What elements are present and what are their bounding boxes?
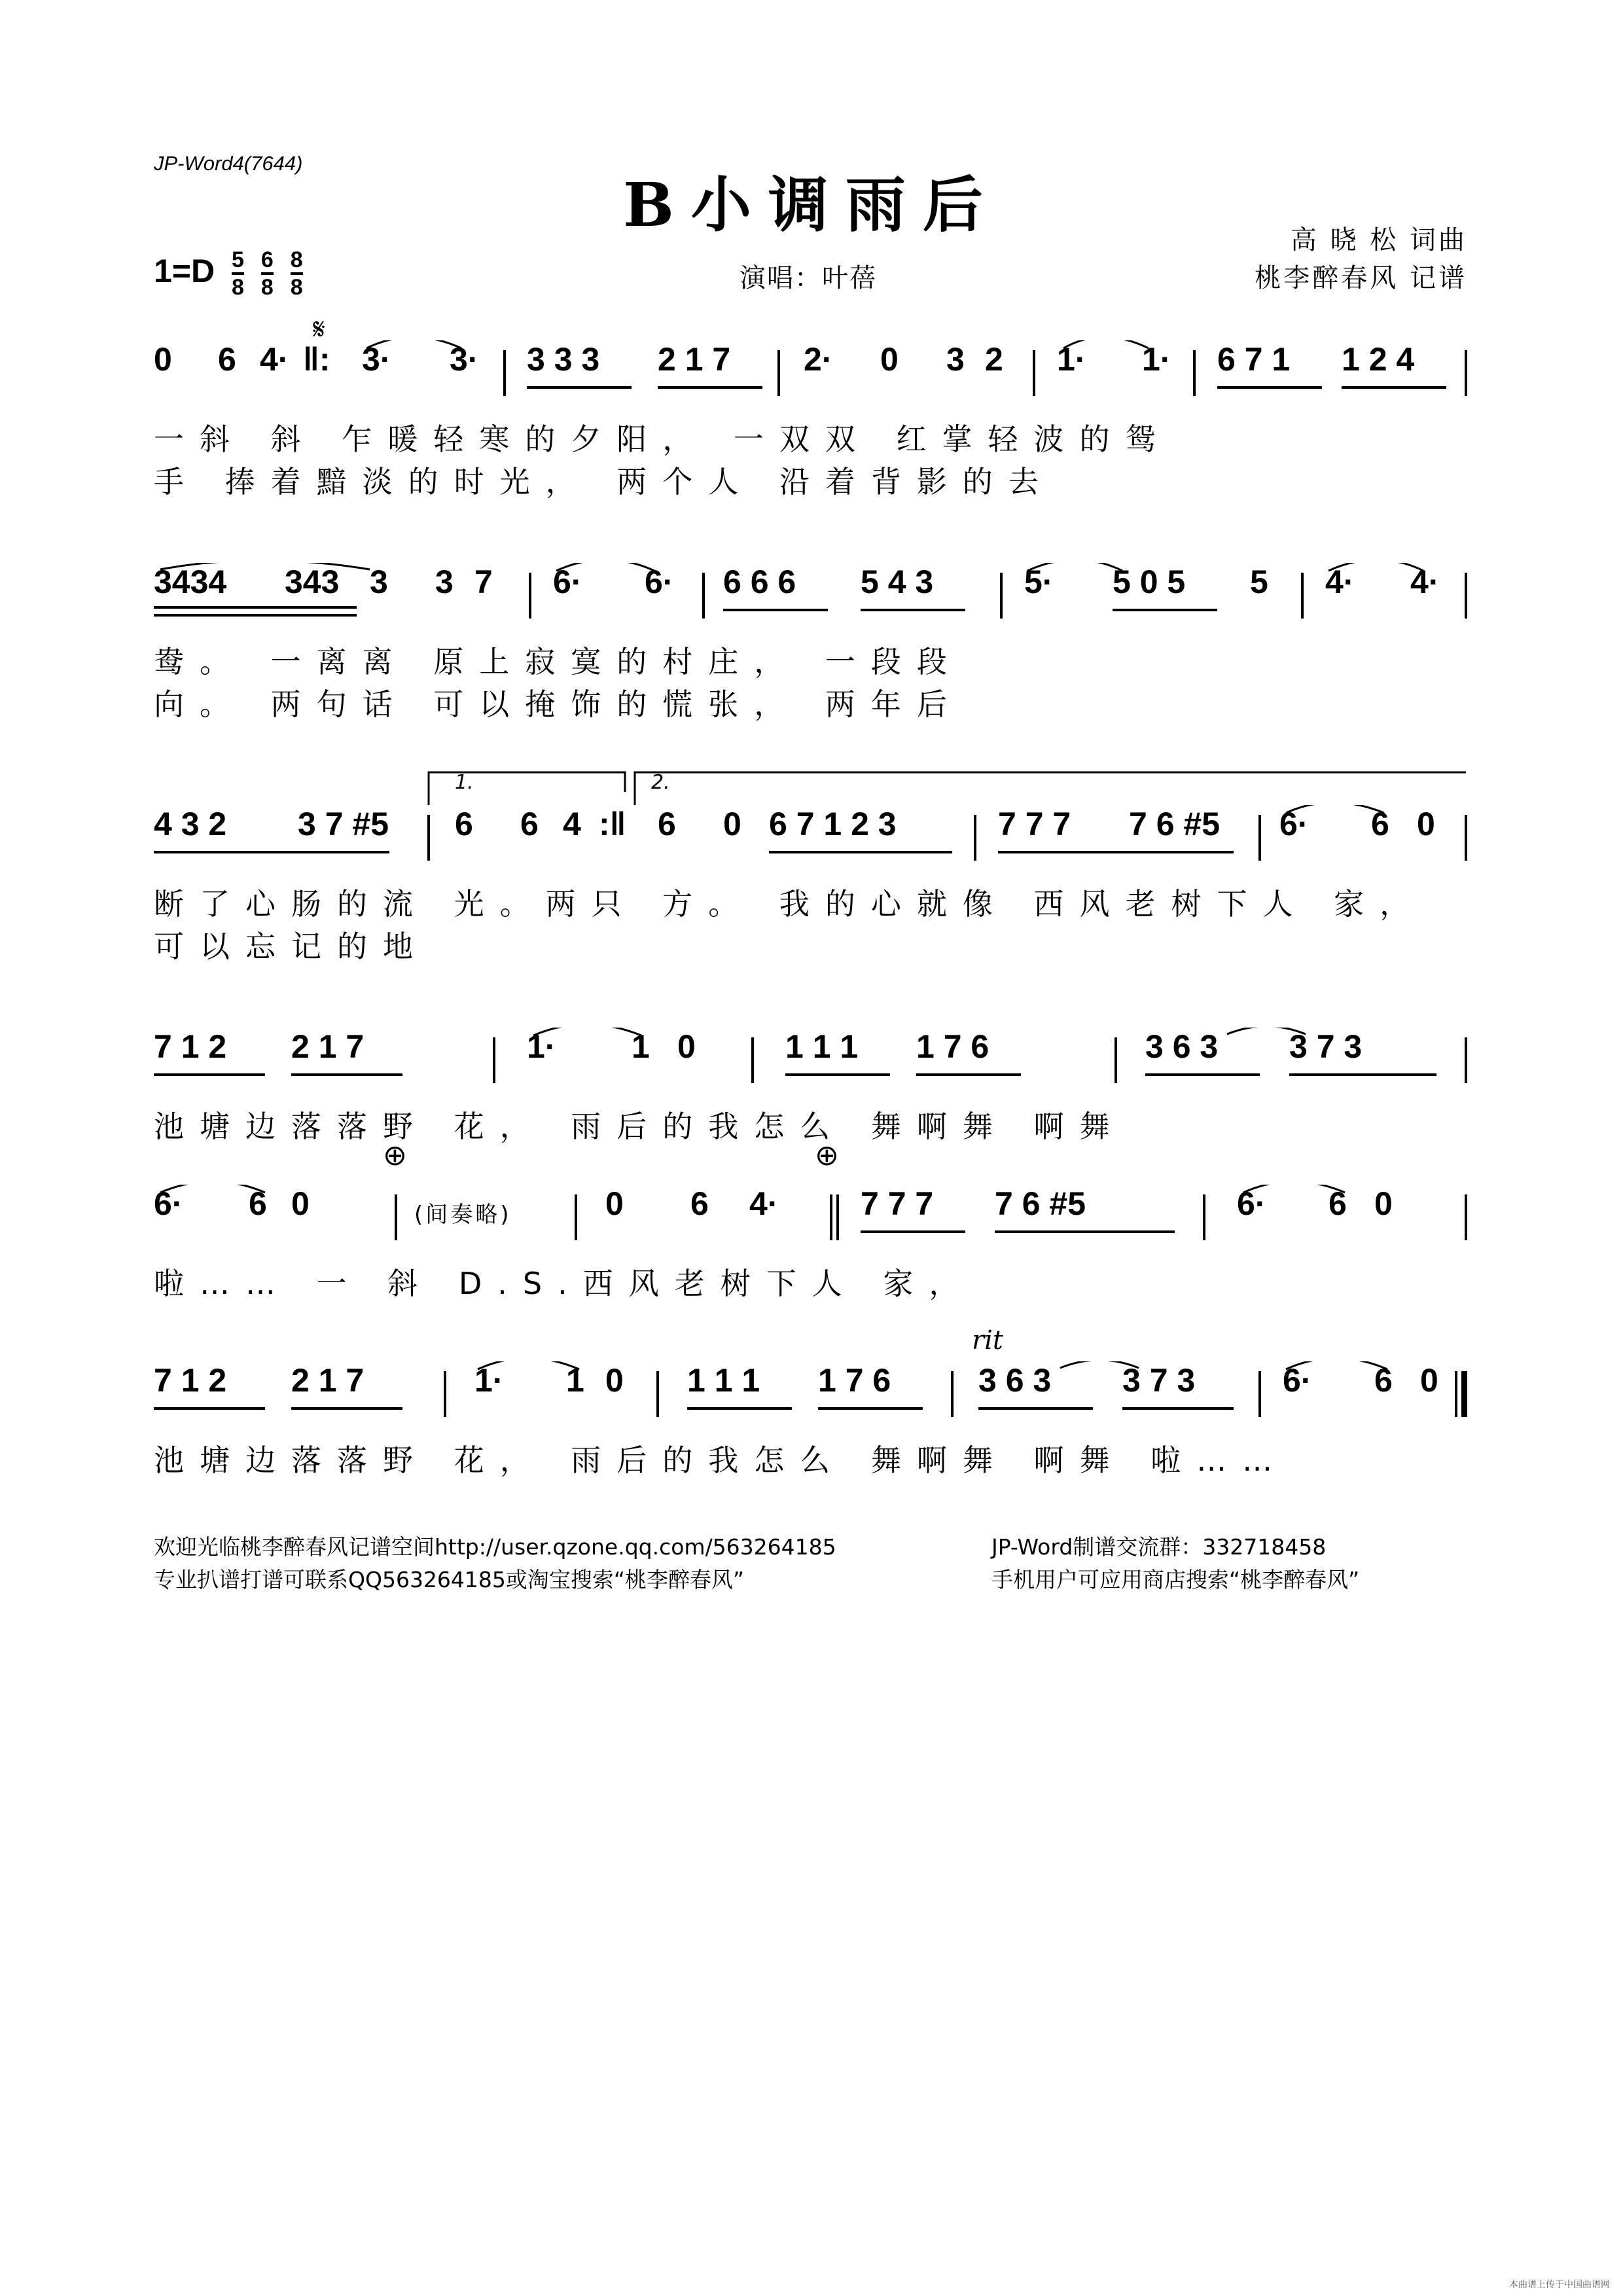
barlines [154, 563, 1469, 628]
score-system-3 [154, 771, 1469, 964]
time-sig-5-8: $\frac{5}{8}$ [232, 247, 244, 300]
rit-marking: rit [972, 1325, 1003, 1355]
page-title: B小调雨后 [623, 170, 1000, 240]
score-system-1 [154, 340, 1469, 499]
footer-group: JP-Word制谱交流群：332718458 [991, 1534, 1327, 1560]
key-label: 1=D [154, 253, 215, 290]
lyrics-verse-1: 池塘边落落野 花， 雨后的我怎么 舞啊舞 啊舞 [154, 1109, 1126, 1144]
notation-line: 0 6 4· ‖: 3· 3· 3 3 3 2 1 7 2· 0 3 2 1· 1· 6 7 1 1 2 4 [154, 341, 1415, 378]
segno-icon: 𝄋 [313, 313, 325, 346]
notation-line: 7 1 2 2 1 7 1· 1 0 1 1 1 1 7 6 3 6 3 3 7 3 6· 6 0 [154, 1362, 1438, 1399]
volta-1-label: 1. [455, 771, 474, 794]
key-signature [154, 249, 303, 298]
transcriber-credit: 桃李醉春风 记谱 [1255, 263, 1467, 293]
footer-website: 欢迎光临桃李醉春风记谱空间http://user.qzone.qq.com/563264185 [154, 1534, 836, 1560]
score-system-2 [154, 563, 1469, 722]
notation-line: 3434 343 3 3 7 6· 6· 6 6 6 5 4 3 5· 5 0 5 5 4· 4· [154, 564, 1440, 600]
time-sig-8-8: $\frac{8}{8}$ [290, 247, 303, 300]
watermark: 本曲谱上传于中国曲谱网 [1509, 2280, 1610, 2290]
footer-line-2 [154, 1563, 1469, 1594]
notation-line: 7 1 2 2 1 7 1· 1 0 1 1 1 1 7 6 3 6 3 3 7 3 [154, 1028, 1363, 1065]
volta-brackets [154, 766, 1469, 805]
barlines [154, 1361, 1469, 1427]
interlude-label: (间奏略) [414, 1202, 512, 1228]
lyrics-verse-2: 可以忘记的地 [154, 929, 429, 964]
lyrics-verse-1: 池塘边落落野 花， 雨后的我怎么 舞啊舞 啊舞 啦…… [154, 1443, 1289, 1478]
footer-app: 手机用户可应用商店搜索“桃李醉春风” [991, 1567, 1360, 1592]
notation-line: 4 3 2 3 7 #5 6 6 4 :‖ 6 0 6 7 1 2 3 7 7 7 7 6 #5 6· 6 0 [154, 806, 1435, 842]
barlines [154, 340, 1469, 406]
coda-icon: ⊕ [383, 1139, 407, 1172]
source-label: JP-Word4(7644) [154, 152, 303, 175]
composer-credit: 高 晓 松 词曲 [1290, 225, 1467, 255]
lyrics-verse-1: 啦…… 一 斜 D.S.西风老树下人 家， [154, 1266, 975, 1301]
coda-icon: ⊕ [815, 1139, 839, 1172]
notation-line: 6· 6 0 0 6 4· 7 7 7 7 6 #5 6· 6 0 [154, 1185, 1393, 1222]
barlines [154, 1028, 1469, 1093]
lyrics-verse-1: 一斜 斜 乍暖轻寒的夕阳， 一双双 红掌轻波的鸳 [154, 422, 1171, 457]
score-system-4 [154, 1028, 1469, 1144]
lyrics-verse-1: 鸯。 一离离 原上寂寞的村庄， 一段段 [154, 644, 963, 679]
singer-credit: 演唱：叶蓓 [740, 263, 877, 293]
lyrics-verse-2: 向。 两句话 可以掩饰的慌张， 两年后 [154, 687, 963, 722]
footer-contact: 专业扒谱打谱可联系QQ563264185或淘宝搜索“桃李醉春风” [154, 1567, 745, 1592]
barlines [154, 805, 1469, 870]
footer-line-1 [154, 1530, 1469, 1561]
time-sig-6-8: $\frac{6}{8}$ [260, 247, 274, 300]
score-system-5 [154, 1139, 1469, 1301]
lyrics-verse-1: 断了心肠的流 光。两只 方。 我的心就像 西风老树下人 家， [154, 886, 1426, 922]
lyrics-verse-2: 手 捧着黯淡的时光， 两个人 沿着背影的去 [154, 464, 1054, 499]
score-system-6 [154, 1325, 1469, 1478]
barlines [154, 1185, 1469, 1250]
volta-2-label: 2. [651, 771, 670, 794]
